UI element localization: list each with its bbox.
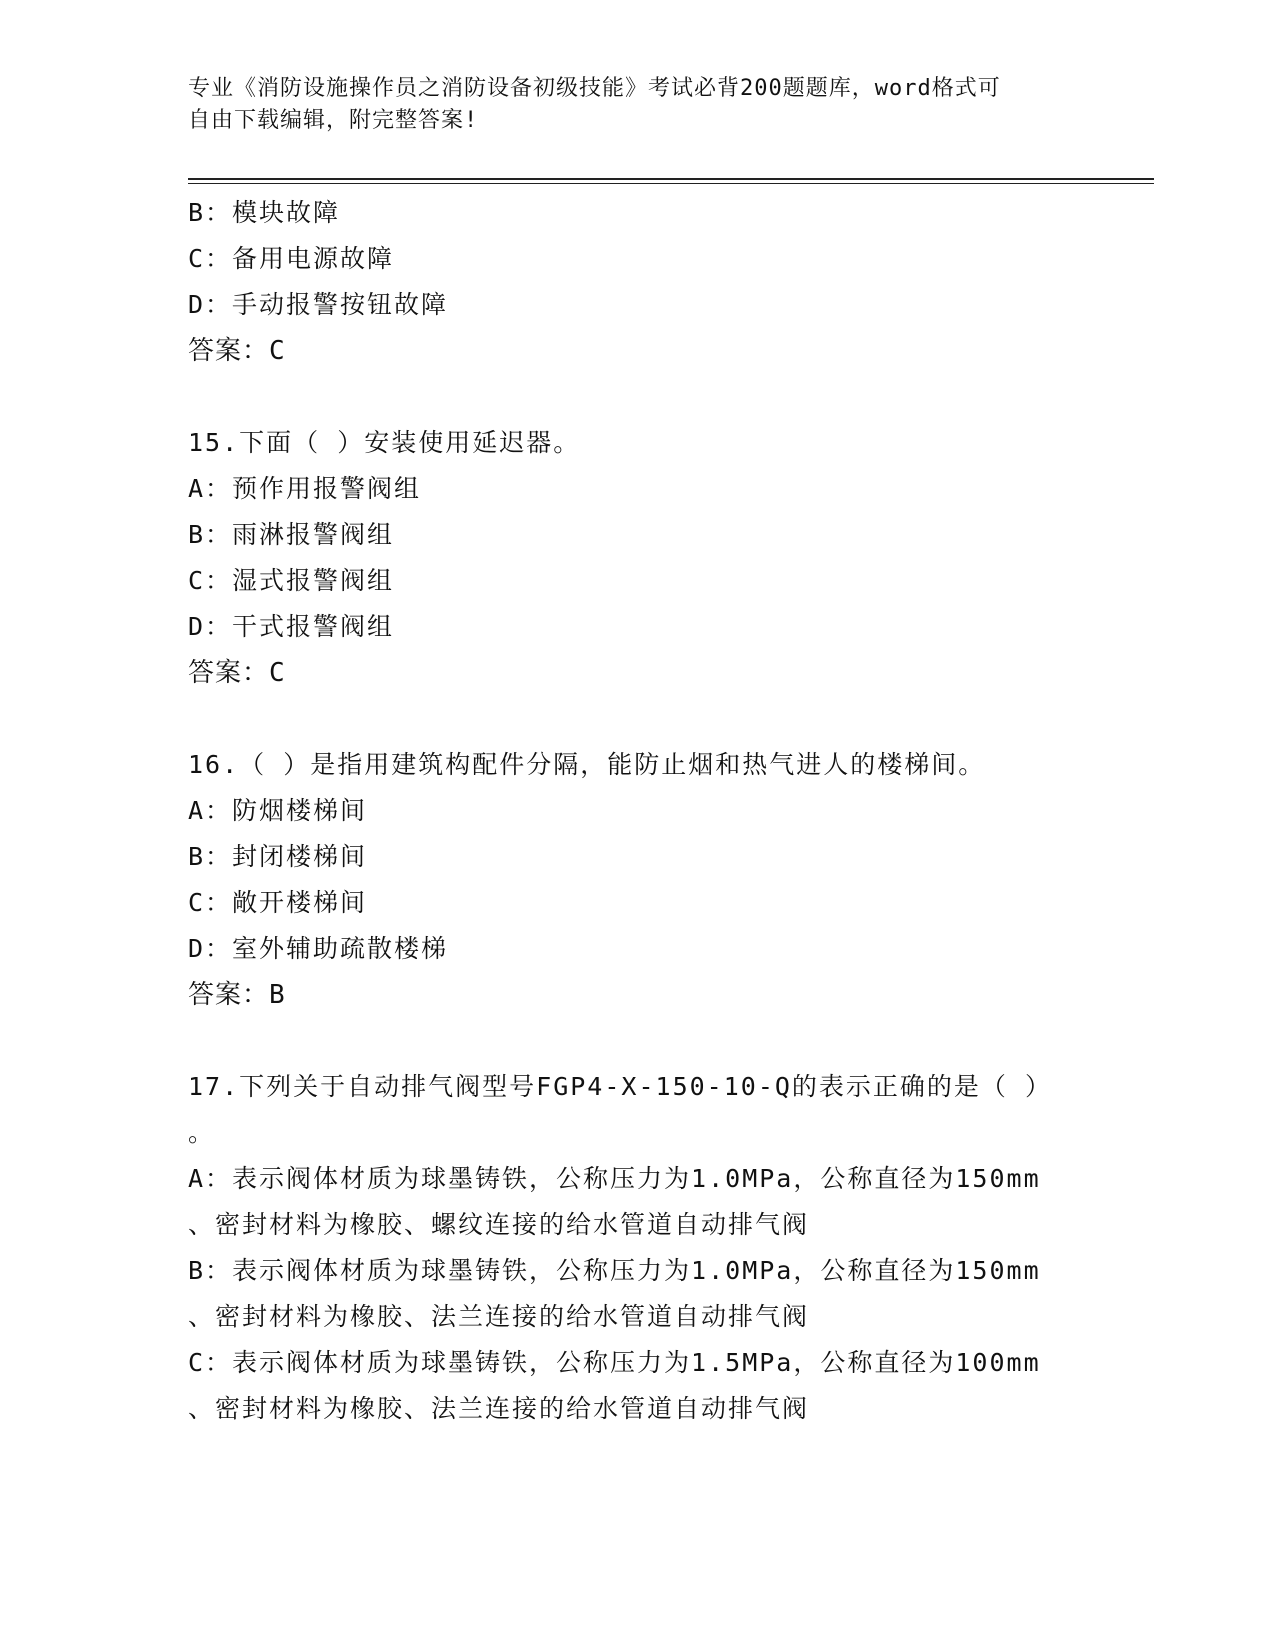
answer-line: 答案：B [188, 980, 286, 1010]
option-b: B：雨淋报警阀组 [188, 520, 395, 549]
question-16 [188, 742, 1088, 1018]
question-stem: 17.下列关于自动排气阀型号FGP4-X-150-10-Q的表示正确的是（ ） [188, 1072, 1052, 1101]
option-a: A：表示阀体材质为球墨铸铁，公称压力为1.0MPa，公称直径为150mm [188, 1164, 1041, 1193]
answer-line: 答案：C [188, 658, 286, 688]
option-c: C：敞开楼梯间 [188, 888, 368, 917]
question-17 [188, 1064, 1088, 1432]
question-15 [188, 420, 1088, 696]
question-stem-continued: 。 [188, 1118, 216, 1147]
option-a: A：预作用报警阀组 [188, 474, 422, 503]
answer-line: 答案：C [188, 336, 286, 366]
option-c: C：表示阀体材质为球墨铸铁，公称压力为1.5MPa，公称直径为100mm [188, 1348, 1041, 1377]
option-d: D：干式报警阀组 [188, 612, 395, 641]
option-d: D：手动报警按钮故障 [188, 290, 449, 319]
header-title-line-1: 专业《消防设施操作员之消防设备初级技能》考试必背200题题库，word格式可 [188, 76, 1001, 101]
question-stem: 16.（ ）是指用建筑构配件分隔，能防止烟和热气进人的楼梯间。 [188, 750, 986, 779]
option-c: C：湿式报警阀组 [188, 566, 395, 595]
header-divider-thin [188, 183, 1154, 184]
option-a-continued: 、密封材料为橡胶、螺纹连接的给水管道自动排气阀 [188, 1210, 810, 1239]
option-b: B：表示阀体材质为球墨铸铁，公称压力为1.0MPa，公称直径为150mm [188, 1256, 1041, 1285]
option-a: A：防烟楼梯间 [188, 796, 368, 825]
option-c-continued: 、密封材料为橡胶、法兰连接的给水管道自动排气阀 [188, 1394, 810, 1423]
question-list [188, 190, 1088, 1432]
option-b: B：封闭楼梯间 [188, 842, 368, 871]
option-c: C：备用电源故障 [188, 244, 395, 273]
option-d: D：室外辅助疏散楼梯 [188, 934, 449, 963]
option-b-continued: 、密封材料为橡胶、法兰连接的给水管道自动排气阀 [188, 1302, 810, 1331]
option-b: B：模块故障 [188, 198, 341, 227]
question-14-continued [188, 190, 1088, 374]
question-stem: 15.下面（ ）安装使用延迟器。 [188, 428, 581, 457]
header-title-line-2: 自由下载编辑，附完整答案! [188, 108, 479, 133]
header-divider [188, 178, 1154, 180]
document-header [188, 73, 1068, 137]
